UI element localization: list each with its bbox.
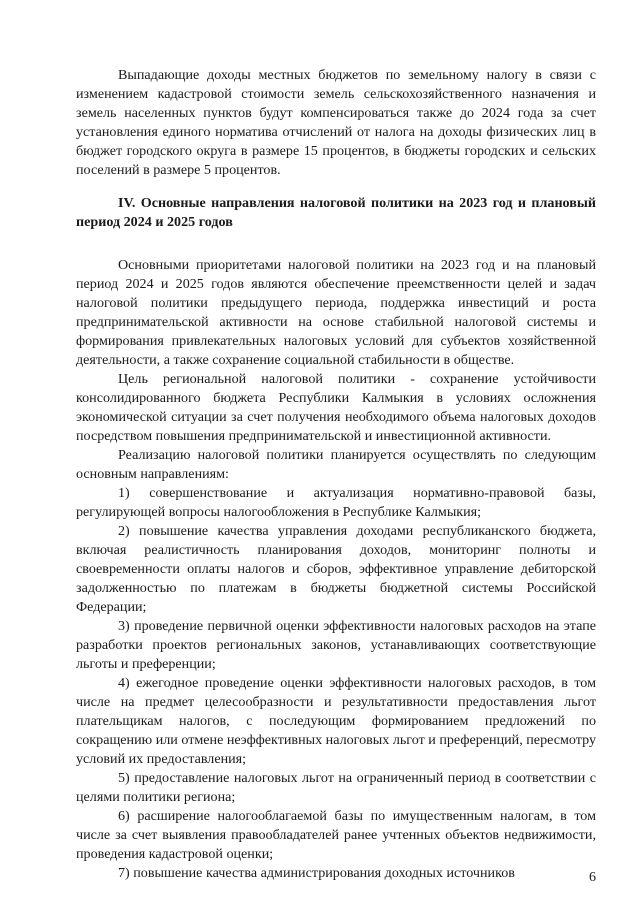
list-item-3: 3) проведение первичной оценки эффективности налоговых расходов на этапе разработки проектов региональных законов, устанавливающих соответствующие льготы и преференции;	[76, 618, 596, 672]
list-item-6: 6) расширение налогооблагаемой базы по имущественным налогам, в том числе за счет выявления правообладателей ранее учтенных объектов недвижимости, проведения кадастровой оценки;	[76, 808, 596, 862]
list-item-7: 7) повышение качества администрирования доходных источников	[118, 865, 515, 881]
list-item-5: 5) предоставление налоговых льгот на ограниченный период в соответствии с целями политики региона;	[76, 770, 596, 805]
paragraph-directions-intro: Реализацию налоговой политики планируется осуществлять по следующим основным направлениям:	[76, 447, 596, 482]
list-item-1: 1) совершенствование и актуализация нормативно-правовой базы, регулирующей вопросы налогообложения в Республике Калмыкия;	[76, 485, 596, 520]
paragraph-priorities: Основными приоритетами налоговой политики на 2023 год и на плановый период 2024 и 2025 годов являются обеспечение преемственности целей и задач налоговой политики предыдущего периода, поддержка инвестиций и роста предпринимательской активности на основе стабильной налоговой системы и формирования привлекательных налоговых условий для субъектов хозяйственной деятельности, а также сохранение социальной стабильности в обществе.	[76, 257, 596, 368]
list-item-4: 4) ежегодное проведение оценки эффективности налоговых расходов, в том числе на предмет целесообразности и результативности предоставления льгот плательщикам налогов, с последующим формированием предложений по сокращению или отмене неэффективных налоговых льгот и преференций, пересмотру условий их предоставления;	[76, 675, 596, 767]
paragraph-compensation: Выпадающие доходы местных бюджетов по земельному налогу в связи с изменением кадастровой стоимости земель сельскохозяйственного назначения и земель населенных пунктов будут компенсироваться также до 2024 года за счет установления единого норматива отчислений от налога на доходы физических лиц в бюджет городского округа в размере 15 процентов, в бюджеты городских и сельских поселений в размере 5 процентов.	[76, 67, 596, 178]
paragraph-goal: Цель региональной налоговой политики - сохранение устойчивости консолидированного бюджета Республики Калмыкия в условиях осложнения экономической ситуации за счет получения необходимого объема налоговых доходов посредством повышения предпринимательской и инвестиционной активности.	[76, 371, 596, 444]
page-content	[76, 66, 596, 883]
page-number: 6	[589, 870, 596, 885]
section-heading: IV. Основные направления налоговой политики на 2023 год и плановый период 2024 и 2025 годов	[76, 195, 596, 230]
list-item-2: 2) повышение качества управления доходами республиканского бюджета, включая реалистичность планирования доходов, мониторинг полноты и своевременности оплаты налогов и сборов, эффективное управление дебиторской задолженностью по платежам в бюджеты бюджетной системы Российской Федерации;	[76, 523, 596, 615]
spacer	[76, 232, 596, 256]
